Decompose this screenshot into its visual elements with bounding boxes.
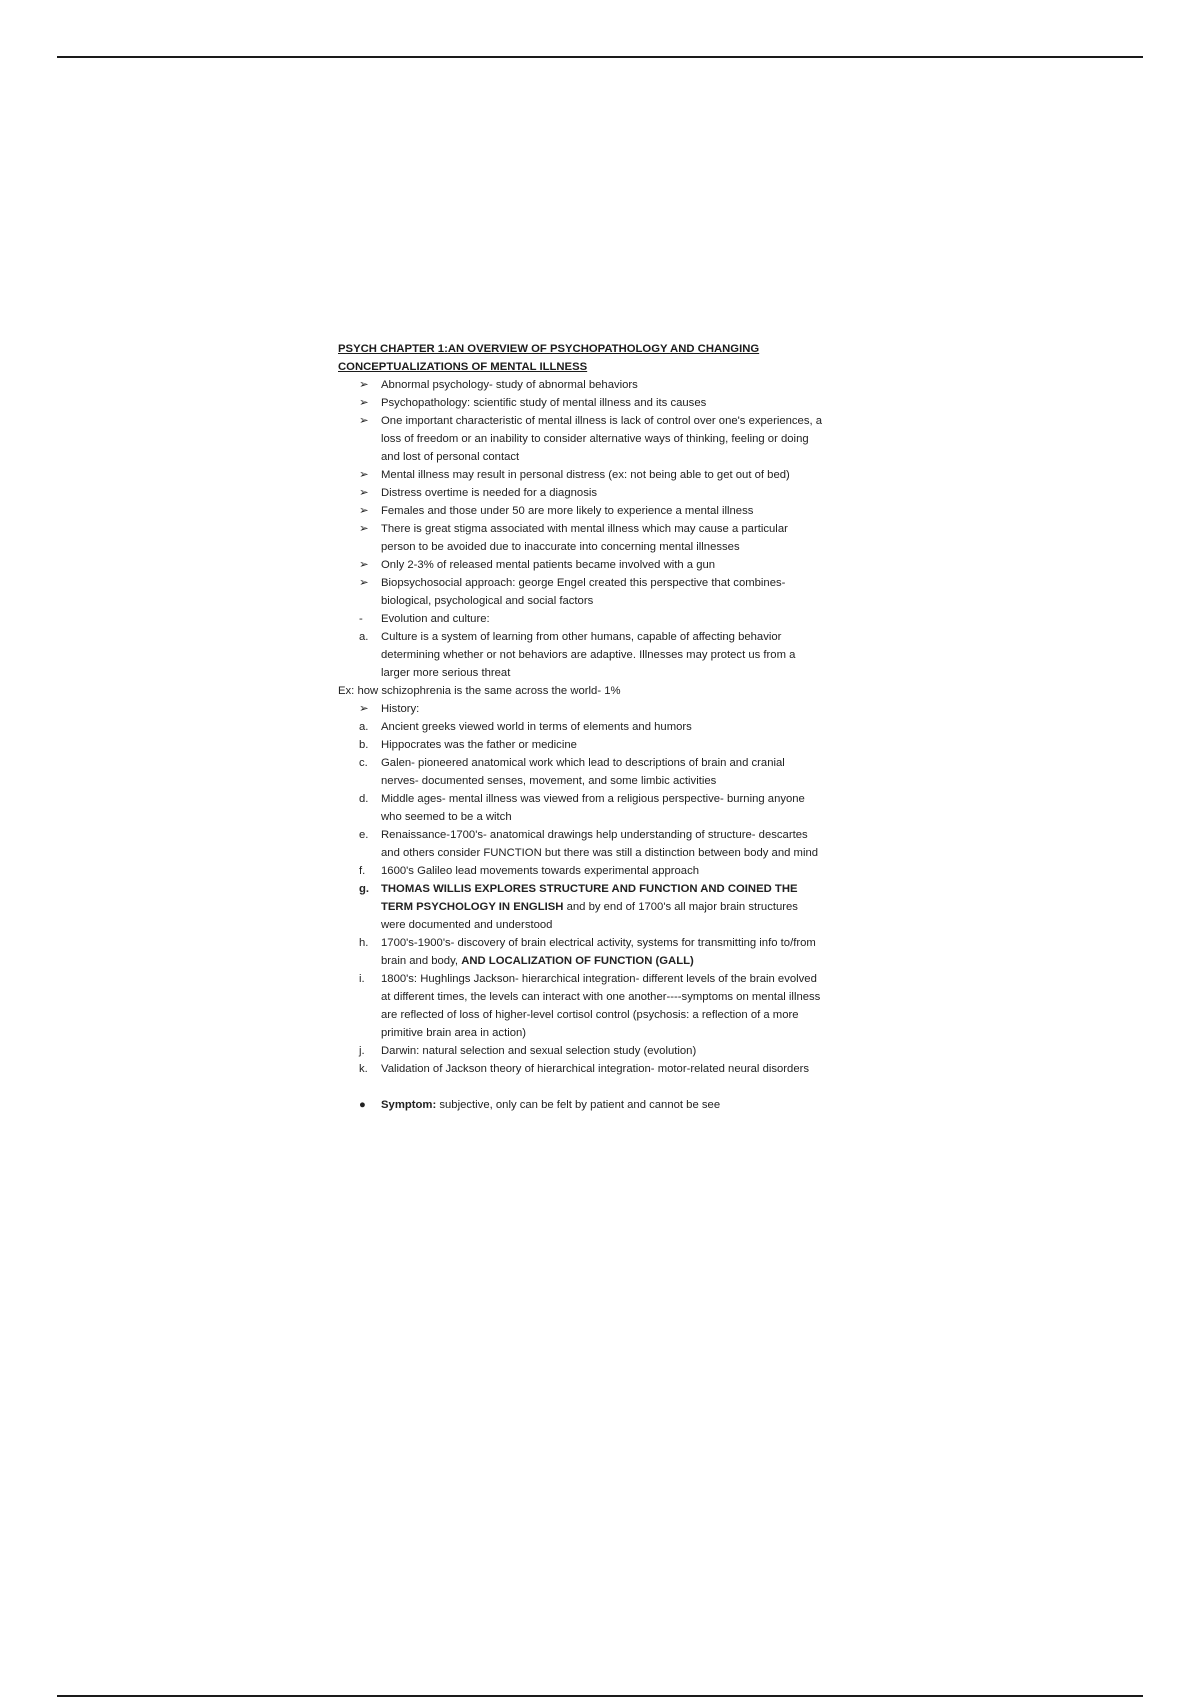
arrow-bullet-icon: ➢: [359, 415, 369, 427]
list-item-text: Hippocrates was the father or medicine: [381, 739, 577, 751]
arrow-bullet-icon: ➢: [359, 397, 369, 409]
list-item: [338, 970, 898, 1042]
list-item: [338, 412, 898, 466]
list-item: [338, 1042, 898, 1060]
list-item-text: Psychopathology: scientific study of mental illness and its causes: [381, 397, 707, 409]
list-marker: c.: [359, 757, 368, 769]
list-marker: f.: [359, 865, 366, 877]
list-item: [338, 484, 898, 502]
list-marker: e.: [359, 829, 369, 841]
list-item: [338, 718, 898, 736]
arrow-bullet-icon: ➢: [359, 379, 369, 391]
list-item-text: Darwin: natural selection and sexual selection study (evolution): [381, 1045, 697, 1057]
example-line: Ex: how schizophrenia is the same across the world- 1%: [338, 685, 621, 697]
list-item-text: Females and those under 50 are more likely to experience a mental illness: [381, 505, 754, 517]
spacer: [338, 1078, 898, 1096]
bold-text: THOMAS WILLIS EXPLORES STRUCTURE AND FUNCTION AND COINED THE TERM PSYCHOLOGY IN ENGLISH: [381, 883, 798, 913]
list-item-text: 1600's Galileo lead movements towards experimental approach: [381, 865, 700, 877]
list-item-text: Distress overtime is needed for a diagnosis: [381, 487, 597, 499]
list-marker: d.: [359, 793, 369, 805]
list-item-text: Renaissance-1700's- anatomical drawings help understanding of structure- descartes and others consider FUNCTION but there was still a distinction between body and mind: [381, 829, 819, 859]
evolution-heading-text: Evolution and culture:: [381, 613, 490, 625]
list-item: [338, 556, 898, 574]
list-marker: i.: [359, 973, 365, 985]
list-item-text: [381, 880, 898, 934]
list-marker: g.: [359, 883, 370, 895]
title-line-2: CONCEPTUALIZATIONS OF MENTAL ILLNESS: [338, 361, 588, 373]
list-item-text: Ancient greeks viewed world in terms of elements and humors: [381, 721, 692, 733]
arrow-bullet-icon: ➢: [359, 487, 369, 499]
plain-text: and by end of 1700's all major brain structures were documented and understood: [381, 901, 798, 931]
list-item: [338, 826, 898, 862]
list-item-text: Biopsychosocial approach: george Engel created this perspective that combines- biological, psychological and social factors: [381, 577, 786, 607]
list-item: [338, 628, 898, 682]
list-item: [338, 736, 898, 754]
list-item-text: One important characteristic of mental illness is lack of control over one's experiences, a loss of freedom or an inability to consider alternative ways of thinking, feeling or doing and lost of personal contact: [381, 415, 823, 463]
list-item: [338, 1060, 898, 1078]
bold-text: AND LOCALIZATION OF FUNCTION (GALL): [461, 955, 694, 967]
bottom-rule: [57, 1695, 1143, 1697]
list-item: [338, 1096, 898, 1114]
list-item: [338, 502, 898, 520]
list-marker: h.: [359, 937, 369, 949]
list-marker: a.: [359, 721, 369, 733]
list-item: [338, 520, 898, 556]
dot-bullet-icon: ●: [359, 1099, 366, 1111]
list-item: [338, 466, 898, 484]
history-heading: [338, 700, 898, 718]
dash-bullet-icon: -: [359, 613, 363, 625]
arrow-bullet-icon: ➢: [359, 577, 369, 589]
list-item: [338, 790, 898, 826]
list-item: [338, 880, 898, 934]
list-item-text: Culture is a system of learning from other humans, capable of affecting behavior determining whether or not behaviors are adaptive. Illnesses may protect us from a larger more serious threat: [381, 631, 796, 679]
list-item: [338, 862, 898, 880]
arrow-bullet-icon: ➢: [359, 703, 369, 715]
list-item: [338, 934, 898, 970]
list-item-text: There is great stigma associated with mental illness which may cause a particular person to be avoided due to inaccurate into concerning mental illnesses: [381, 523, 788, 553]
list-marker: a.: [359, 631, 369, 643]
list-item-text: [381, 934, 898, 970]
plain-text: 1700's-1900's- discovery of brain electrical activity, systems for transmitting info to/from brain and body,: [381, 937, 816, 967]
arrow-bullet-icon: ➢: [359, 523, 369, 535]
title-line-1: PSYCH CHAPTER 1:AN OVERVIEW OF PSYCHOPATHOLOGY AND CHANGING: [338, 343, 760, 355]
top-rule: [57, 56, 1143, 58]
list-item-text: [381, 1096, 898, 1114]
document-body: [338, 340, 898, 1114]
list-item: [338, 376, 898, 394]
list-item-text: Galen- pioneered anatomical work which lead to descriptions of brain and cranial nerves- documented senses, movement, and some limbic activities: [381, 757, 785, 787]
document-title: [338, 340, 898, 376]
list-item-text: Mental illness may result in personal distress (ex: not being able to get out of bed): [381, 469, 790, 481]
arrow-bullet-icon: ➢: [359, 469, 369, 481]
symptom-text: subjective, only can be felt by patient and cannot be see: [436, 1099, 721, 1111]
list-item-text: Middle ages- mental illness was viewed from a religious perspective- burning anyone who seemed to be a witch: [381, 793, 805, 823]
list-marker: j.: [359, 1045, 365, 1057]
symptom-label: Symptom:: [381, 1099, 437, 1111]
arrow-bullet-icon: ➢: [359, 559, 369, 571]
list-marker: b.: [359, 739, 369, 751]
evolution-heading: [338, 610, 898, 628]
arrow-bullet-icon: ➢: [359, 505, 369, 517]
list-marker: k.: [359, 1063, 368, 1075]
list-item: [338, 754, 898, 790]
list-item: [338, 574, 898, 610]
list-item: [338, 394, 898, 412]
list-item-text: Validation of Jackson theory of hierarchical integration- motor-related neural disorders: [381, 1063, 810, 1075]
list-item-text: Only 2-3% of released mental patients became involved with a gun: [381, 559, 716, 571]
list-item-text: Abnormal psychology- study of abnormal behaviors: [381, 379, 638, 391]
list-item-text: 1800's: Hughlings Jackson- hierarchical integration- different levels of the brain evolved at different times, the levels can interact with one another----symptoms on mental illness are reflected of loss of higher-level cortisol control (psychosis: a reflection of a more primitive brain area in action): [381, 973, 821, 1039]
history-heading-text: History:: [381, 703, 420, 715]
